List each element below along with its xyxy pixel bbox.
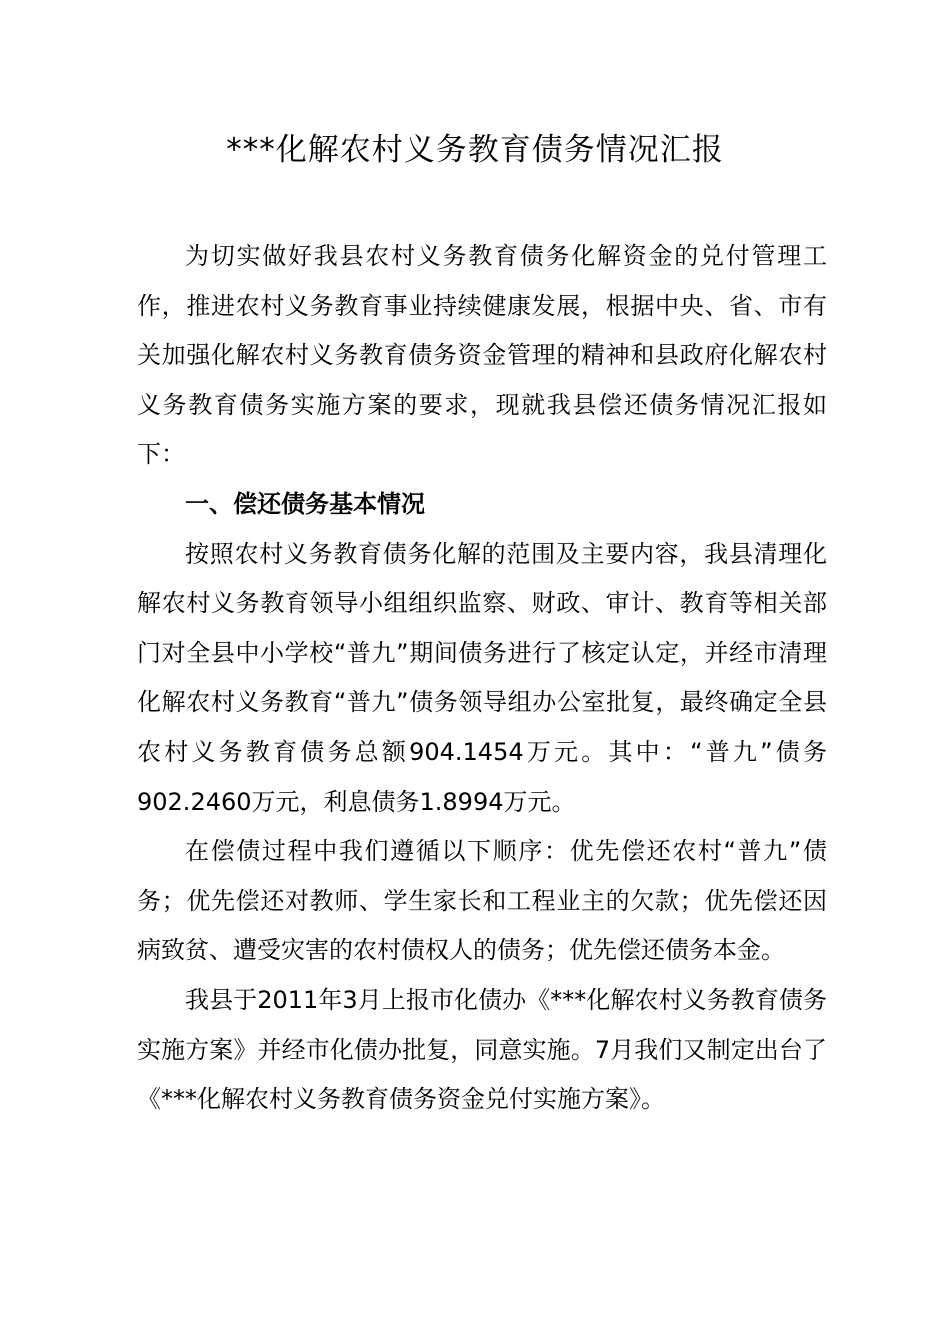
paragraph-2: 在偿债过程中我们遵循以下顺序：优先偿还农村“普九”债务；优先偿还对教师、学生家长和工程业主的欠款；优先偿还因病致贫、遭受灾害的农村债权人的债务；优先偿还债务本金。 (137, 837, 827, 965)
section-heading-1: 一、偿还债务基本情况 (185, 489, 425, 518)
document-title: ***化解农村义务教育债务情况汇报 (226, 132, 724, 168)
paragraph-intro: 为切实做好我县农村义务教育债务化解资金的兑付管理工作，推进农村义务教育事业持续健康发展，根据中央、省、市有关加强化解农村义务教育债务资金管理的精神和县政府化解农村义务教育债务实施方案的要求，现就我县偿还债务情况汇报如下： (137, 242, 827, 469)
paragraph-1: 按照农村义务教育债务化解的范围及主要内容，我县清理化解农村义务教育领导小组组织监察、财政、审计、教育等相关部门对全县中小学校“普九”期间债务进行了核定认定，并经市清理化解农村义务教育“普九”债务领导组办公室批复，最终确定全县农村义务教育债务总额904.1454万元。其中：“普九”债务902.2460万元，利息债务1.8994万元。 (137, 539, 827, 816)
paragraph-3: 我县于2011年3月上报市化债办《***化解农村义务教育债务实施方案》并经市化债办批复，同意实施。7月我们又制定出台了《***化解农村义务教育债务资金兑付实施方案》。 (137, 985, 827, 1114)
document-body (137, 232, 827, 1125)
